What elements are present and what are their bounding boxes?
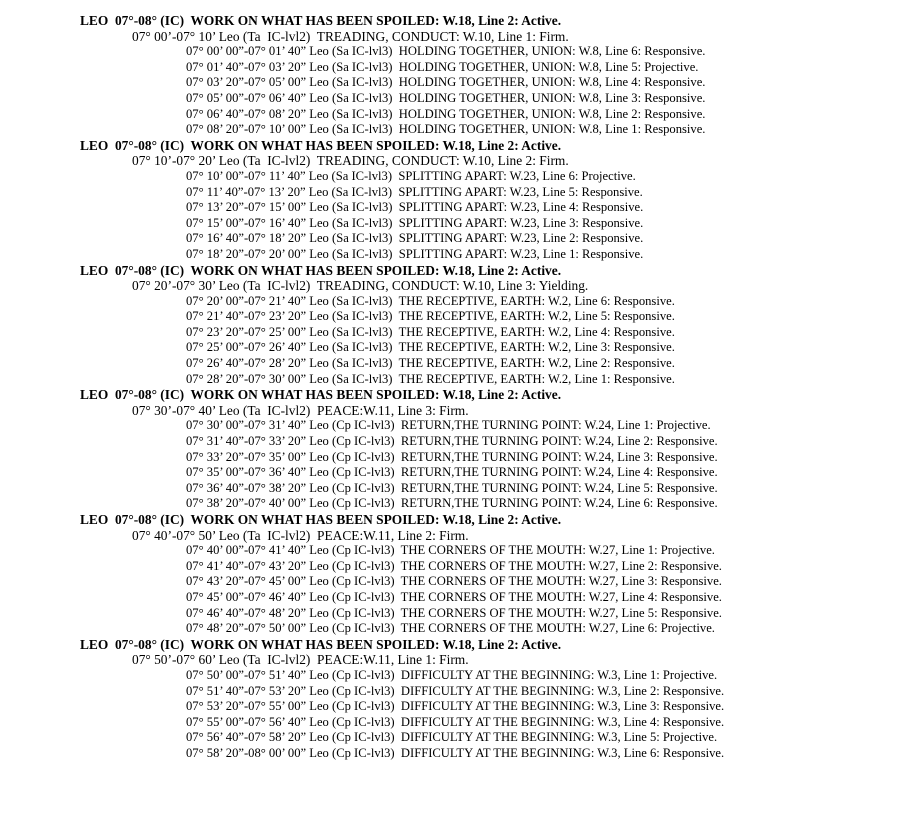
sub-entry: 07° 00’-07° 10’ Leo (Ta IC-lvl2) TREADING, CONDUCT: W.10, Line 1: Firm. bbox=[132, 28, 569, 44]
detail-line: 07° 40’ 00”-07° 41’ 40” Leo (Cp IC-lvl3) THE CORNERS OF THE MOUTH: W.27, Line 1: Projective. bbox=[186, 543, 715, 558]
detail-line: 07° 16’ 40”-07° 18’ 20” Leo (Sa IC-lvl3) SPLITTING APART: W.23, Line 2: Responsive. bbox=[186, 231, 644, 246]
detail-line: 07° 35’ 00”-07° 36’ 40” Leo (Cp IC-lvl3) RETURN,THE TURNING POINT: W.24, Line 4: Responsive. bbox=[186, 465, 718, 480]
detail-line: 07° 50’ 00”-07° 51’ 40” Leo (Cp IC-lvl3) DIFFICULTY AT THE BEGINNING: W.3, Line 1: Projective. bbox=[186, 667, 718, 682]
detail-line: 07° 45’ 00”-07° 46’ 40” Leo (Cp IC-lvl3) THE CORNERS OF THE MOUTH: W.27, Line 4: Responsive. bbox=[186, 589, 722, 604]
detail-line: 07° 21’ 40”-07° 23’ 20” Leo (Sa IC-lvl3) THE RECEPTIVE, EARTH: W.2, Line 5: Responsive. bbox=[186, 309, 675, 324]
detail-line: 07° 51’ 40”-07° 53’ 20” Leo (Cp IC-lvl3) DIFFICULTY AT THE BEGINNING: W.3, Line 2: Responsive. bbox=[186, 683, 725, 698]
detail-line: 07° 56’ 40”-07° 58’ 20” Leo (Cp IC-lvl3) DIFFICULTY AT THE BEGINNING: W.3, Line 5: Projective. bbox=[186, 730, 718, 745]
detail-line: 07° 36’ 40”-07° 38’ 20” Leo (Cp IC-lvl3) RETURN,THE TURNING POINT: W.24, Line 5: Responsive. bbox=[186, 480, 718, 495]
detail-line: 07° 26’ 40”-07° 28’ 20” Leo (Sa IC-lvl3) THE RECEPTIVE, EARTH: W.2, Line 2: Responsive. bbox=[186, 356, 675, 371]
document-body bbox=[0, 13, 900, 762]
detail-line: 07° 48’ 20”-07° 50’ 00” Leo (Cp IC-lvl3) THE CORNERS OF THE MOUTH: W.27, Line 6: Projective. bbox=[186, 621, 715, 636]
detail-line: 07° 18’ 20”-07° 20’ 00” Leo (Sa IC-lvl3) SPLITTING APART: W.23, Line 1: Responsive. bbox=[186, 246, 644, 261]
detail-line: 07° 10’ 00”-07° 11’ 40” Leo (Sa IC-lvl3) SPLITTING APART: W.23, Line 6: Projective. bbox=[186, 168, 636, 183]
detail-line: 07° 31’ 40”-07° 33’ 20” Leo (Cp IC-lvl3) RETURN,THE TURNING POINT: W.24, Line 2: Responsive. bbox=[186, 434, 718, 449]
detail-line: 07° 13’ 20”-07° 15’ 00” Leo (Sa IC-lvl3) SPLITTING APART: W.23, Line 4: Responsive. bbox=[186, 200, 644, 215]
section-4 bbox=[0, 387, 900, 512]
sub-entry: 07° 10’-07° 20’ Leo (Ta IC-lvl2) TREADING, CONDUCT: W.10, Line 2: Firm. bbox=[132, 153, 569, 169]
detail-line: 07° 46’ 40”-07° 48’ 20” Leo (Cp IC-lvl3) THE CORNERS OF THE MOUTH: W.27, Line 5: Responsive. bbox=[186, 605, 722, 620]
detail-line: 07° 25’ 00”-07° 26’ 40” Leo (Sa IC-lvl3) THE RECEPTIVE, EARTH: W.2, Line 3: Responsive. bbox=[186, 340, 675, 355]
detail-line: 07° 00’ 00”-07° 01’ 40” Leo (Sa IC-lvl3) HOLDING TOGETHER, UNION: W.8, Line 6: Responsive. bbox=[186, 44, 706, 59]
section-header: LEO 07°-08° (IC) WORK ON WHAT HAS BEEN SPOILED: W.18, Line 2: Active. bbox=[80, 512, 562, 527]
detail-line: 07° 43’ 20”-07° 45’ 00” Leo (Cp IC-lvl3) THE CORNERS OF THE MOUTH: W.27, Line 3: Responsive. bbox=[186, 574, 722, 589]
detail-line: 07° 38’ 20”-07° 40’ 00” Leo (Cp IC-lvl3) RETURN,THE TURNING POINT: W.24, Line 6: Responsive. bbox=[186, 496, 718, 511]
detail-line: 07° 58’ 20”-08° 00’ 00” Leo (Cp IC-lvl3) DIFFICULTY AT THE BEGINNING: W.3, Line 6: Responsive. bbox=[186, 745, 725, 760]
detail-line: 07° 53’ 20”-07° 55’ 00” Leo (Cp IC-lvl3) DIFFICULTY AT THE BEGINNING: W.3, Line 3: Responsive. bbox=[186, 699, 725, 714]
sub-entry: 07° 20’-07° 30’ Leo (Ta IC-lvl2) TREADING, CONDUCT: W.10, Line 3: Yielding. bbox=[132, 278, 589, 294]
sub-entry: 07° 40’-07° 50’ Leo (Ta IC-lvl2) PEACE:W.11, Line 2: Firm. bbox=[132, 527, 469, 543]
detail-line: 07° 15’ 00”-07° 16’ 40” Leo (Sa IC-lvl3) SPLITTING APART: W.23, Line 3: Responsive. bbox=[186, 215, 644, 230]
detail-line: 07° 30’ 00”-07° 31’ 40” Leo (Cp IC-lvl3) RETURN,THE TURNING POINT: W.24, Line 1: Projective. bbox=[186, 418, 711, 433]
detail-line: 07° 55’ 00”-07° 56’ 40” Leo (Cp IC-lvl3) DIFFICULTY AT THE BEGINNING: W.3, Line 4: Responsive. bbox=[186, 714, 725, 729]
detail-line: 07° 05’ 00”-07° 06’ 40” Leo (Sa IC-lvl3) HOLDING TOGETHER, UNION: W.8, Line 3: Responsive. bbox=[186, 90, 706, 105]
detail-line: 07° 06’ 40”-07° 08’ 20” Leo (Sa IC-lvl3) HOLDING TOGETHER, UNION: W.8, Line 2: Responsive. bbox=[186, 106, 706, 121]
section-header: LEO 07°-08° (IC) WORK ON WHAT HAS BEEN SPOILED: W.18, Line 2: Active. bbox=[80, 13, 562, 28]
section-2 bbox=[0, 138, 900, 263]
detail-line: 07° 28’ 20”-07° 30’ 00” Leo (Sa IC-lvl3) THE RECEPTIVE, EARTH: W.2, Line 1: Responsive. bbox=[186, 371, 675, 386]
section-6 bbox=[0, 637, 900, 762]
section-3 bbox=[0, 263, 900, 388]
detail-line: 07° 20’ 00”-07° 21’ 40” Leo (Sa IC-lvl3) THE RECEPTIVE, EARTH: W.2, Line 6: Responsive. bbox=[186, 293, 675, 308]
detail-line: 07° 33’ 20”-07° 35’ 00” Leo (Cp IC-lvl3) RETURN,THE TURNING POINT: W.24, Line 3: Responsive. bbox=[186, 449, 718, 464]
section-header: LEO 07°-08° (IC) WORK ON WHAT HAS BEEN SPOILED: W.18, Line 2: Active. bbox=[80, 636, 562, 652]
detail-line: 07° 23’ 20”-07° 25’ 00” Leo (Sa IC-lvl3) THE RECEPTIVE, EARTH: W.2, Line 4: Responsive. bbox=[186, 324, 675, 339]
sub-entry: 07° 30’-07° 40’ Leo (Ta IC-lvl2) PEACE:W.11, Line 3: Firm. bbox=[132, 402, 469, 418]
section-header: LEO 07°-08° (IC) WORK ON WHAT HAS BEEN SPOILED: W.18, Line 2: Active. bbox=[80, 387, 562, 403]
section-5 bbox=[0, 512, 900, 637]
detail-line: 07° 08’ 20”-07° 10’ 00” Leo (Sa IC-lvl3) HOLDING TOGETHER, UNION: W.8, Line 1: Responsive. bbox=[186, 122, 706, 137]
section-header: LEO 07°-08° (IC) WORK ON WHAT HAS BEEN SPOILED: W.18, Line 2: Active. bbox=[80, 262, 562, 278]
section-header: LEO 07°-08° (IC) WORK ON WHAT HAS BEEN SPOILED: W.18, Line 2: Active. bbox=[80, 137, 562, 153]
section-1 bbox=[0, 13, 900, 138]
detail-line: 07° 11’ 40”-07° 13’ 20” Leo (Sa IC-lvl3) SPLITTING APART: W.23, Line 5: Responsive. bbox=[186, 184, 643, 199]
detail-line: 07° 41’ 40”-07° 43’ 20” Leo (Cp IC-lvl3) THE CORNERS OF THE MOUTH: W.27, Line 2: Responsive. bbox=[186, 558, 722, 573]
detail-line: 07° 01’ 40”-07° 03’ 20” Leo (Sa IC-lvl3) HOLDING TOGETHER, UNION: W.8, Line 5: Projective. bbox=[186, 59, 699, 74]
detail-line: 07° 03’ 20”-07° 05’ 00” Leo (Sa IC-lvl3) HOLDING TOGETHER, UNION: W.8, Line 4: Responsive. bbox=[186, 75, 706, 90]
sub-entry: 07° 50’-07° 60’ Leo (Ta IC-lvl2) PEACE:W.11, Line 1: Firm. bbox=[132, 652, 469, 668]
